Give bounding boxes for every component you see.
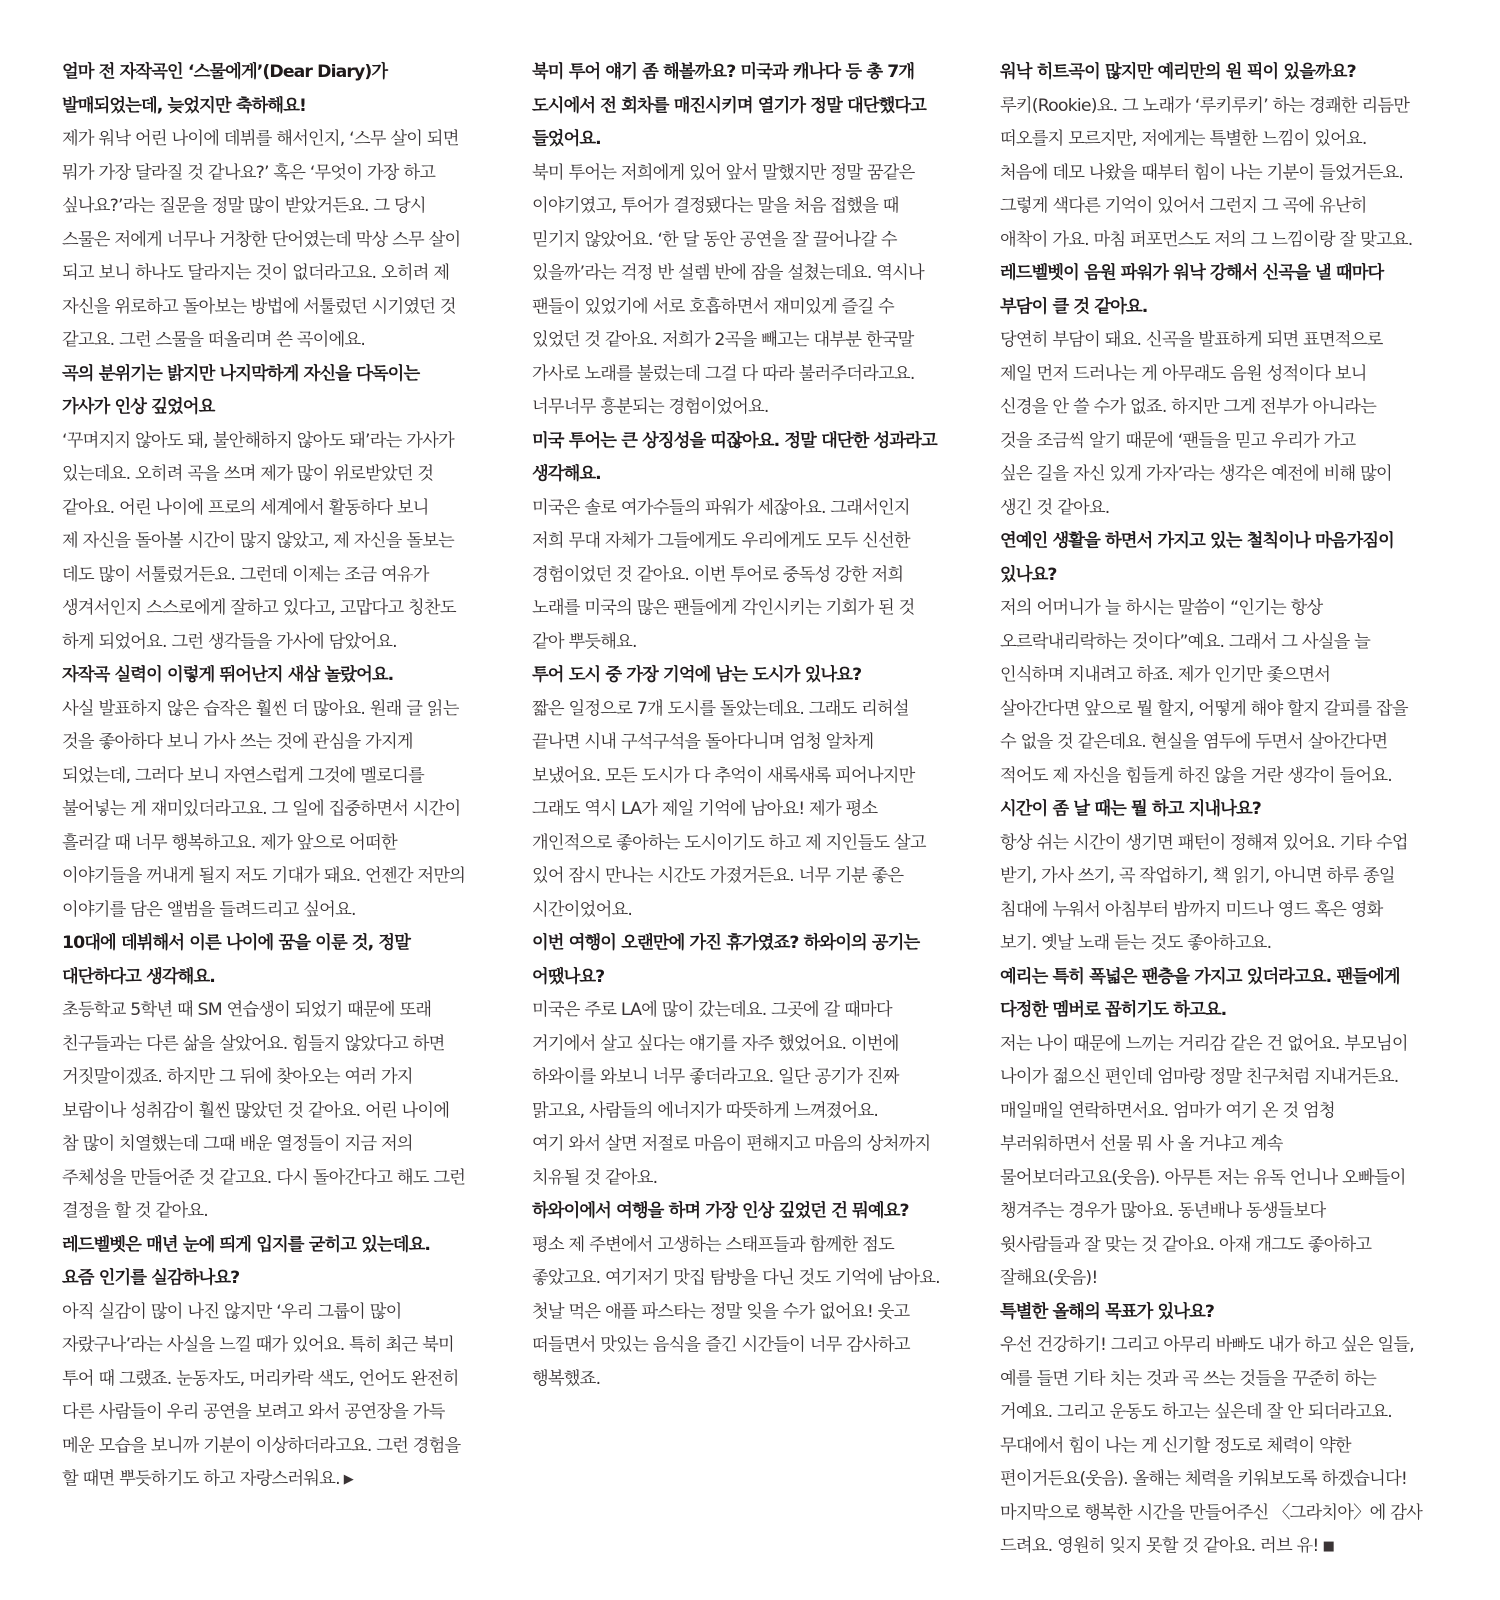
question-line bbox=[532, 961, 970, 995]
line-text: 맑고요, 사람들의 에너지가 따뜻하게 느껴졌어요. bbox=[532, 1100, 879, 1121]
line-text: 대단하다고 생각해요. bbox=[62, 966, 215, 987]
answer-line bbox=[1000, 1329, 1446, 1363]
line-text: 항상 쉬는 시간이 생기면 패턴이 정해져 있어요. 기타 수업 bbox=[1000, 832, 1408, 853]
answer-line bbox=[532, 1028, 970, 1062]
question-line bbox=[532, 56, 970, 90]
answer-line bbox=[532, 626, 970, 660]
line-text: 보기. 옛날 노래 듣는 것도 좋아하고요. bbox=[1000, 933, 1272, 953]
question-line bbox=[62, 961, 500, 995]
answer-line bbox=[1000, 1162, 1446, 1196]
answer-line bbox=[62, 425, 500, 459]
line-text: 것을 조금씩 알기 때문에 ‘팬들을 믿고 우리가 가고 bbox=[1000, 430, 1356, 451]
answer-line bbox=[1000, 1396, 1446, 1430]
line-text: 요즘 인기를 실감하나요? bbox=[62, 1268, 240, 1288]
line-text: 여기 와서 살면 저절로 마음이 편해지고 마음의 상처까지 bbox=[532, 1134, 931, 1154]
answer-line bbox=[532, 525, 970, 559]
line-text: 당연히 부담이 돼요. 신곡을 발표하게 되면 표면적으로 bbox=[1000, 330, 1383, 350]
answer-line bbox=[1000, 1430, 1446, 1464]
question-line bbox=[1000, 525, 1446, 559]
line-text: 초등학교 5학년 때 SM 연습생이 되었기 때문에 또래 bbox=[62, 1000, 432, 1020]
answer-line bbox=[1000, 1463, 1446, 1497]
line-text: 믿기지 않았어요. ‘한 달 동안 공연을 잘 끌어나갈 수 bbox=[532, 229, 897, 250]
line-text: 윗사람들과 잘 맞는 것 같아요. 아재 개그도 좋아하고 bbox=[1000, 1234, 1372, 1255]
answer-line bbox=[532, 1061, 970, 1095]
question-line bbox=[1000, 257, 1446, 291]
line-text: 같아요. 어린 나이에 프로의 세계에서 활동하다 보니 bbox=[62, 497, 429, 518]
question-line bbox=[1000, 961, 1446, 995]
line-text: 보냈어요. 모든 도시가 다 추억이 새록새록 피어나지만 bbox=[532, 765, 915, 786]
answer-line bbox=[62, 123, 500, 157]
line-text: 자신을 위로하고 돌아보는 방법에 서툴렀던 시기였던 것 bbox=[62, 296, 456, 317]
line-text: 워낙 히트곡이 많지만 예리만의 원 픽이 있을까요? bbox=[1000, 62, 1356, 82]
line-text: 치유될 것 같아요. bbox=[532, 1167, 658, 1188]
answer-line bbox=[62, 559, 500, 593]
line-text: 특별한 올해의 목표가 있나요? bbox=[1000, 1301, 1214, 1322]
answer-line bbox=[62, 1195, 500, 1229]
line-text: 드려요. 영원히 잊지 못할 것 같아요. 러브 유! bbox=[1000, 1536, 1319, 1556]
line-text: 같고요. 그런 스물을 떠올리며 쓴 곡이에요. bbox=[62, 330, 366, 350]
line-text: 하게 되었어요. 그런 생각들을 가사에 담았어요. bbox=[62, 631, 397, 652]
line-text: 참 많이 치열했는데 그때 배운 열정들이 지금 저의 bbox=[62, 1134, 413, 1154]
question-line bbox=[532, 425, 970, 459]
line-text: 레드벨벳은 매년 눈에 띄게 입지를 굳히고 있는데요. bbox=[62, 1234, 431, 1255]
line-text: 자랐구나’라는 사실을 느낄 때가 있어요. 특히 최근 북미 bbox=[62, 1335, 454, 1355]
line-text: 거짓말이겠죠. 하지만 그 뒤에 찾아오는 여러 가지 bbox=[62, 1067, 413, 1087]
line-text: 살아간다면 앞으로 뭘 할지, 어떻게 해야 할지 갈피를 잡을 bbox=[1000, 698, 1408, 719]
answer-line bbox=[62, 1329, 500, 1363]
answer-line bbox=[62, 224, 500, 258]
answer-line bbox=[532, 1162, 970, 1196]
line-text: 흘러갈 때 너무 행복하고요. 제가 앞으로 어떠한 bbox=[62, 832, 397, 853]
line-text: 받기, 가사 쓰기, 곡 작업하기, 책 읽기, 아니면 하루 종일 bbox=[1000, 866, 1395, 886]
answer-line bbox=[62, 291, 500, 325]
answer-line bbox=[62, 257, 500, 291]
answer-line bbox=[1000, 827, 1446, 861]
line-text: 있어 잠시 만나는 시간도 가졌거든요. 너무 기분 좋은 bbox=[532, 866, 904, 886]
answer-line bbox=[1000, 1128, 1446, 1162]
answer-line bbox=[532, 1262, 970, 1296]
answer-line bbox=[62, 827, 500, 861]
line-text: 있을까’라는 걱정 반 설렘 반에 잠을 설쳤는데요. 역시나 bbox=[532, 263, 924, 283]
line-text: 가사로 노래를 불렀는데 그걸 다 따라 불러주더라고요. bbox=[532, 363, 915, 384]
answer-line bbox=[1000, 157, 1446, 191]
answer-line bbox=[532, 559, 970, 593]
answer-line bbox=[532, 860, 970, 894]
question-line bbox=[1000, 56, 1446, 90]
line-text: 짧은 일정으로 7개 도시를 돌았는데요. 그래도 리허설 bbox=[532, 698, 909, 719]
answer-line bbox=[62, 492, 500, 526]
answer-line bbox=[532, 190, 970, 224]
question-line bbox=[532, 90, 970, 124]
answer-line bbox=[1000, 1028, 1446, 1062]
answer-line bbox=[62, 525, 500, 559]
line-text: 마지막으로 행복한 시간을 만들어주신 〈그라치아〉에 감사 bbox=[1000, 1502, 1422, 1523]
line-text: 너무너무 흥분되는 경험이었어요. bbox=[532, 397, 769, 417]
answer-line bbox=[1000, 726, 1446, 760]
answer-line bbox=[62, 793, 500, 827]
answer-line bbox=[62, 458, 500, 492]
question-line bbox=[1000, 994, 1446, 1028]
answer-line bbox=[532, 291, 970, 325]
answer-line bbox=[532, 1363, 970, 1397]
answer-line bbox=[1000, 659, 1446, 693]
answer-line bbox=[532, 1095, 970, 1129]
line-text: 처음에 데모 나왔을 때부터 힘이 나는 기분이 들었거든요. bbox=[1000, 162, 1404, 183]
line-text: 편이거든요(웃음). 올해는 체력을 키워보도록 하겠습니다! bbox=[1000, 1469, 1408, 1489]
line-text: 평소 제 주변에서 고생하는 스태프들과 함께한 점도 bbox=[532, 1234, 894, 1255]
line-text: 자작곡 실력이 이렇게 뛰어난지 새삼 놀랐어요. bbox=[62, 665, 394, 685]
answer-line bbox=[532, 760, 970, 794]
line-text: 사실 발표하지 않은 습작은 훨씬 더 많아요. 원래 글 읽는 bbox=[62, 698, 459, 719]
line-text: 뭐가 가장 달라질 것 같나요?’ 혹은 ‘무엇이 가장 하고 bbox=[62, 162, 436, 183]
answer-line bbox=[532, 894, 970, 928]
question-line bbox=[62, 927, 500, 961]
line-text: 저는 나이 때문에 느끼는 거리감 같은 건 없어요. 부모님이 bbox=[1000, 1033, 1408, 1054]
answer-line bbox=[532, 1296, 970, 1330]
line-text: 챙겨주는 경우가 많아요. 동년배나 동생들보다 bbox=[1000, 1201, 1326, 1221]
answer-line bbox=[532, 793, 970, 827]
answer-line bbox=[62, 1162, 500, 1196]
line-text: 가사가 인상 깊었어요 bbox=[62, 397, 215, 417]
line-text: 부담이 클 것 같아요. bbox=[1000, 296, 1148, 317]
answer-line bbox=[1000, 458, 1446, 492]
answer-line bbox=[62, 190, 500, 224]
answer-line bbox=[532, 358, 970, 392]
answer-line bbox=[532, 693, 970, 727]
answer-line bbox=[1000, 90, 1446, 124]
line-text: 결정을 할 것 같아요. bbox=[62, 1201, 208, 1221]
answer-line bbox=[1000, 1229, 1446, 1263]
line-text: 인식하며 지내려고 하죠. 제가 인기만 좇으면서 bbox=[1000, 665, 1331, 685]
line-text: 저희 무대 자체가 그들에게도 우리에게도 모두 신선한 bbox=[532, 531, 910, 551]
line-text: 레드벨벳이 음원 파워가 워낙 강해서 신곡을 낼 때마다 bbox=[1000, 263, 1384, 283]
answer-line bbox=[1000, 592, 1446, 626]
line-text: 떠들면서 맛있는 음식을 즐긴 시간들이 너무 감사하고 bbox=[532, 1335, 910, 1355]
answer-line bbox=[1000, 693, 1446, 727]
line-text: 주체성을 만들어준 것 같고요. 다시 돌아간다고 해도 그런 bbox=[62, 1167, 466, 1188]
line-text: 싶은 길을 자신 있게 가자’라는 생각은 예전에 비해 많이 bbox=[1000, 464, 1392, 484]
line-text: 침대에 누워서 아침부터 밤까지 미드나 영드 혹은 영화 bbox=[1000, 899, 1383, 920]
answer-line bbox=[62, 1095, 500, 1129]
line-text: 제일 먼저 드러나는 게 아무래도 음원 성적이다 보니 bbox=[1000, 363, 1367, 384]
answer-line bbox=[1000, 224, 1446, 258]
line-text: 것을 좋아하다 보니 가사 쓰는 것에 관심을 가지게 bbox=[62, 732, 413, 752]
answer-line bbox=[62, 1396, 500, 1430]
answer-line bbox=[62, 626, 500, 660]
line-text: 있는데요. 오히려 곡을 쓰며 제가 많이 위로받았던 것 bbox=[62, 464, 434, 484]
text-column-middle bbox=[532, 56, 970, 1396]
question-line bbox=[62, 659, 500, 693]
answer-line bbox=[62, 894, 500, 928]
line-text: 이야기들을 꺼내게 될지 저도 기대가 돼요. 언젠간 저만의 bbox=[62, 866, 466, 886]
text-column-left bbox=[62, 56, 500, 1497]
answer-line bbox=[1000, 358, 1446, 392]
answer-line bbox=[532, 224, 970, 258]
line-text: 메운 모습을 보니까 기분이 이상하더라고요. 그런 경험을 bbox=[62, 1435, 461, 1456]
line-text: 끝나면 시내 구석구석을 돌아다니며 엄청 알차게 bbox=[532, 732, 874, 752]
question-line bbox=[62, 391, 500, 425]
answer-line bbox=[1000, 1262, 1446, 1296]
line-text: 미국은 주로 LA에 많이 갔는데요. 그곳에 갈 때마다 bbox=[532, 1000, 892, 1020]
line-text: 팬들이 있었기에 서로 호흡하면서 재미있게 즐길 수 bbox=[532, 296, 894, 317]
line-text: 어땠나요? bbox=[532, 966, 605, 987]
line-text: 경험이었던 것 같아요. 이번 투어로 중독성 강한 저희 bbox=[532, 564, 904, 585]
line-text: 북미 투어는 저희에게 있어 앞서 말했지만 정말 꿈같은 bbox=[532, 162, 915, 183]
line-text: 이야기였고, 투어가 결정됐다는 말을 처음 접했을 때 bbox=[532, 196, 899, 216]
answer-line bbox=[62, 693, 500, 727]
line-text: 예리는 특히 폭넓은 팬층을 가지고 있더라고요. 팬들에게 bbox=[1000, 966, 1400, 987]
answer-line bbox=[532, 592, 970, 626]
answer-line bbox=[62, 324, 500, 358]
question-line bbox=[532, 1195, 970, 1229]
line-text: 물어보더라고요(웃음). 아무튼 저는 유독 언니나 오빠들이 bbox=[1000, 1167, 1406, 1188]
line-text: 같아 뿌듯해요. bbox=[532, 631, 637, 652]
line-text: 루키(Rookie)요. 그 노래가 ‘루키루키’ 하는 경쾌한 리듬만 bbox=[1000, 95, 1410, 116]
line-text: 노래를 미국의 많은 팬들에게 각인시키는 기회가 된 것 bbox=[532, 598, 915, 618]
line-text: 다정한 멤버로 꼽히기도 하고요. bbox=[1000, 1000, 1227, 1020]
answer-line bbox=[1000, 1095, 1446, 1129]
line-text: 잘해요(웃음)! bbox=[1000, 1268, 1098, 1288]
answer-line bbox=[1000, 1530, 1446, 1564]
line-text: 10대에 데뷔해서 이른 나이에 꿈을 이룬 것, 정말 bbox=[62, 933, 411, 953]
answer-line bbox=[1000, 391, 1446, 425]
question-line bbox=[1000, 793, 1446, 827]
line-text: 들었어요. bbox=[532, 129, 601, 149]
line-text: 첫날 먹은 애플 파스타는 정말 잊을 수가 없어요! 웃고 bbox=[532, 1301, 910, 1322]
line-text: 투어 때 그랬죠. 눈동자도, 머리카락 색도, 언어도 완전히 bbox=[62, 1368, 459, 1389]
answer-line bbox=[62, 592, 500, 626]
question-line bbox=[532, 458, 970, 492]
line-text: 행복했죠. bbox=[532, 1368, 601, 1389]
line-text: 스물은 저에게 너무나 거창한 단어였는데 막상 스무 살이 bbox=[62, 229, 461, 250]
answer-line bbox=[532, 1229, 970, 1263]
line-text: 좋았고요. 여기저기 맛집 탐방을 다닌 것도 기억에 남아요. bbox=[532, 1268, 940, 1288]
answer-line bbox=[1000, 190, 1446, 224]
line-text: 데도 많이 서툴렀거든요. 그런데 이제는 조금 여유가 bbox=[62, 564, 429, 585]
line-text: 이야기를 담은 앨범을 들려드리고 싶어요. bbox=[62, 899, 356, 920]
line-text: 제 자신을 돌아볼 시간이 많지 않았고, 제 자신을 돌보는 bbox=[62, 531, 454, 551]
answer-line bbox=[532, 1128, 970, 1162]
answer-line bbox=[62, 1061, 500, 1095]
answer-line bbox=[62, 1430, 500, 1464]
line-text: 연예인 생활을 하면서 가지고 있는 철칙이나 마음가짐이 bbox=[1000, 531, 1394, 551]
answer-line bbox=[62, 1363, 500, 1397]
answer-line bbox=[62, 860, 500, 894]
line-text: 애착이 가요. 마침 퍼포먼스도 저의 그 느낌이랑 잘 맞고요. bbox=[1000, 229, 1413, 250]
answer-line bbox=[532, 726, 970, 760]
line-text: 개인적으로 좋아하는 도시이기도 하고 제 지인들도 살고 bbox=[532, 832, 926, 853]
continue-arrow-icon: ▶ bbox=[343, 1472, 353, 1487]
line-text: 우선 건강하기! 그리고 아무리 바빠도 내가 하고 싶은 일들, bbox=[1000, 1335, 1414, 1355]
line-text: 미국은 솔로 여가수들의 파워가 세잖아요. 그래서인지 bbox=[532, 497, 910, 518]
line-text: 되고 보니 하나도 달라지는 것이 없더라고요. 오히려 제 bbox=[62, 263, 450, 283]
end-square-icon: ■ bbox=[1322, 1539, 1335, 1554]
question-line bbox=[62, 90, 500, 124]
answer-line bbox=[1000, 324, 1446, 358]
line-text: 할 때면 뿌듯하기도 하고 자랑스러워요. bbox=[62, 1469, 340, 1489]
line-text: 저의 어머니가 늘 하시는 말씀이 “인기는 항상 bbox=[1000, 598, 1323, 618]
answer-line bbox=[62, 760, 500, 794]
answer-line bbox=[1000, 1061, 1446, 1095]
answer-line bbox=[532, 157, 970, 191]
answer-line bbox=[62, 1028, 500, 1062]
question-line bbox=[62, 1262, 500, 1296]
line-text: 시간이었어요. bbox=[532, 899, 633, 920]
answer-line bbox=[62, 157, 500, 191]
line-text: 거기에서 살고 싶다는 얘기를 자주 했었어요. 이번에 bbox=[532, 1033, 899, 1054]
answer-line bbox=[1000, 927, 1446, 961]
answer-line bbox=[1000, 760, 1446, 794]
answer-line bbox=[532, 257, 970, 291]
line-text: 그래도 역시 LA가 제일 기억에 남아요! 제가 평소 bbox=[532, 799, 878, 819]
line-text: 투어 도시 중 가장 기억에 남는 도시가 있나요? bbox=[532, 665, 862, 685]
question-line bbox=[1000, 291, 1446, 325]
line-text: 신경을 안 쓸 수가 없죠. 하지만 그게 전부가 아니라는 bbox=[1000, 397, 1377, 417]
answer-line bbox=[62, 1296, 500, 1330]
line-text: 미국 투어는 큰 상징성을 띠잖아요. 정말 대단한 성과라고 bbox=[532, 430, 937, 451]
answer-line bbox=[62, 994, 500, 1028]
line-text: 그렇게 색다른 기억이 있어서 그런지 그 곡에 유난히 bbox=[1000, 196, 1367, 216]
line-text: 부러워하면서 선물 뭐 사 올 거냐고 계속 bbox=[1000, 1134, 1283, 1154]
line-text: 얼마 전 자작곡인 ‘스물에게’(Dear Diary)가 bbox=[62, 62, 388, 82]
answer-line bbox=[1000, 1497, 1446, 1531]
question-line bbox=[62, 1229, 500, 1263]
answer-line bbox=[532, 994, 970, 1028]
answer-line bbox=[532, 827, 970, 861]
line-text: 매일매일 연락하면서요. 엄마가 여기 온 것 엄청 bbox=[1000, 1100, 1335, 1121]
line-text: 되었는데, 그러다 보니 자연스럽게 그것에 멜로디를 bbox=[62, 765, 424, 786]
answer-line bbox=[1000, 123, 1446, 157]
line-text: 생겨서인지 스스로에게 잘하고 있다고, 고맙다고 칭찬도 bbox=[62, 598, 456, 618]
answer-line bbox=[62, 726, 500, 760]
line-text: 도시에서 전 회차를 매진시키며 열기가 정말 대단했다고 bbox=[532, 95, 926, 116]
line-text: 하와이에서 여행을 하며 가장 인상 깊었던 건 뭐예요? bbox=[532, 1201, 909, 1221]
line-text: 하와이를 와보니 너무 좋더라고요. 일단 공기가 진짜 bbox=[532, 1067, 899, 1087]
answer-line bbox=[1000, 894, 1446, 928]
line-text: 불어넣는 게 재미있더라고요. 그 일에 집중하면서 시간이 bbox=[62, 799, 461, 819]
line-text: 보람이나 성취감이 훨씬 많았던 것 같아요. 어린 나이에 bbox=[62, 1100, 450, 1121]
line-text: ‘꾸며지지 않아도 돼, 불안해하지 않아도 돼’라는 가사가 bbox=[62, 430, 454, 451]
line-text: 거예요. 그리고 운동도 하고는 싶은데 잘 안 되더라고요. bbox=[1000, 1402, 1392, 1422]
line-text: 발매되었는데, 늦었지만 축하해요! bbox=[62, 95, 306, 116]
answer-line bbox=[1000, 425, 1446, 459]
line-text: 무대에서 힘이 나는 게 신기할 정도로 체력이 약한 bbox=[1000, 1435, 1351, 1456]
line-text: 아직 실감이 많이 나진 않지만 ‘우리 그룹이 많이 bbox=[62, 1301, 402, 1322]
line-text: 친구들과는 다른 삶을 살았어요. 힘들지 않았다고 하면 bbox=[62, 1033, 445, 1054]
question-line bbox=[1000, 1296, 1446, 1330]
line-text: 떠오를지 모르지만, 저에게는 특별한 느낌이 있어요. bbox=[1000, 129, 1367, 149]
line-text: 있나요? bbox=[1000, 564, 1057, 585]
text-column-right bbox=[1000, 56, 1446, 1564]
line-text: 있었던 것 같아요. 저희가 2곡을 빼고는 대부분 한국말 bbox=[532, 330, 914, 350]
answer-line bbox=[1000, 860, 1446, 894]
answer-line bbox=[62, 1128, 500, 1162]
line-text: 수 없을 것 같은데요. 현실을 염두에 두면서 살아간다면 bbox=[1000, 732, 1388, 752]
line-text: 나이가 젊으신 편인데 엄마랑 정말 친구처럼 지내거든요. bbox=[1000, 1067, 1399, 1087]
answer-line bbox=[532, 1329, 970, 1363]
line-text: 제가 워낙 어린 나이에 데뷔를 해서인지, ‘스무 살이 되면 bbox=[62, 129, 459, 149]
answer-line bbox=[532, 492, 970, 526]
question-line bbox=[532, 659, 970, 693]
line-text: 생긴 것 같아요. bbox=[1000, 497, 1110, 518]
question-line bbox=[62, 358, 500, 392]
question-line bbox=[62, 56, 500, 90]
line-text: 곡의 분위기는 밝지만 나지막하게 자신을 다독이는 bbox=[62, 363, 420, 384]
line-text: 예를 들면 기타 치는 것과 곡 쓰는 것들을 꾸준히 하는 bbox=[1000, 1368, 1377, 1389]
line-text: 싶나요?’라는 질문을 정말 많이 받았거든요. 그 당시 bbox=[62, 196, 426, 216]
line-text: 생각해요. bbox=[532, 464, 601, 484]
answer-line bbox=[1000, 1195, 1446, 1229]
line-text: 다른 사람들이 우리 공연을 보려고 와서 공연장을 가득 bbox=[62, 1402, 445, 1422]
answer-line bbox=[1000, 1363, 1446, 1397]
answer-line bbox=[62, 1463, 500, 1497]
answer-line bbox=[1000, 492, 1446, 526]
answer-line bbox=[1000, 626, 1446, 660]
line-text: 적어도 제 자신을 힘들게 하진 않을 거란 생각이 들어요. bbox=[1000, 765, 1392, 786]
question-line bbox=[532, 123, 970, 157]
answer-line bbox=[532, 391, 970, 425]
answer-line bbox=[532, 324, 970, 358]
question-line bbox=[532, 927, 970, 961]
line-text: 오르락내리락하는 것이다”예요. 그래서 그 사실을 늘 bbox=[1000, 631, 1371, 652]
line-text: 이번 여행이 오랜만에 가진 휴가였죠? 하와이의 공기는 bbox=[532, 933, 920, 953]
line-text: 시간이 좀 날 때는 뭘 하고 지내나요? bbox=[1000, 799, 1261, 819]
question-line bbox=[1000, 559, 1446, 593]
line-text: 북미 투어 얘기 좀 해볼까요? 미국과 캐나다 등 총 7개 bbox=[532, 62, 915, 82]
